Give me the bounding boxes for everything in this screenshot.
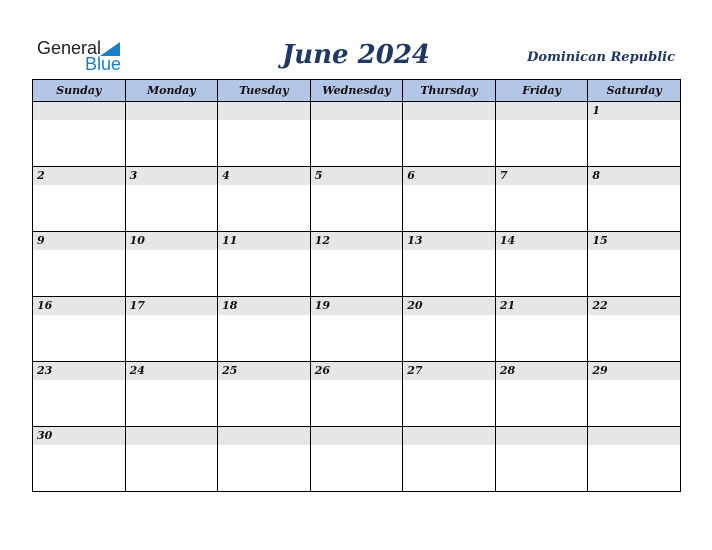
day-number <box>126 427 218 445</box>
day-number <box>311 102 403 120</box>
day-number <box>403 102 495 120</box>
week-row <box>33 297 681 362</box>
day-cell <box>125 232 218 297</box>
day-cell <box>218 167 311 232</box>
day-number <box>311 427 403 445</box>
day-cell <box>218 427 311 492</box>
day-number <box>126 102 218 120</box>
day-cell <box>33 102 126 167</box>
day-number: 12 <box>311 232 403 250</box>
day-number: 11 <box>218 232 310 250</box>
weekday-sunday: Sunday <box>33 80 126 102</box>
weekday-monday: Monday <box>125 80 218 102</box>
weekday-header-row <box>33 80 681 102</box>
day-cell <box>310 232 403 297</box>
day-cell <box>310 297 403 362</box>
day-number: 20 <box>403 297 495 315</box>
day-cell <box>218 297 311 362</box>
day-number <box>496 427 588 445</box>
day-cell <box>33 362 126 427</box>
logo <box>37 40 121 72</box>
week-row <box>33 427 681 492</box>
day-number: 10 <box>126 232 218 250</box>
week-row <box>33 102 681 167</box>
week-row <box>33 232 681 297</box>
day-cell <box>218 232 311 297</box>
day-cell <box>125 167 218 232</box>
day-cell <box>125 297 218 362</box>
day-cell <box>310 167 403 232</box>
day-cell <box>495 362 588 427</box>
day-number: 28 <box>496 362 588 380</box>
day-cell <box>33 232 126 297</box>
day-cell <box>588 362 681 427</box>
day-cell <box>495 427 588 492</box>
day-number: 29 <box>588 362 680 380</box>
day-cell <box>125 362 218 427</box>
day-cell <box>403 102 496 167</box>
day-number: 13 <box>403 232 495 250</box>
day-number: 1 <box>588 102 680 120</box>
calendar-title: June 2024 <box>281 40 431 70</box>
day-cell <box>495 102 588 167</box>
logo-text-general: General <box>37 38 102 58</box>
day-cell <box>33 427 126 492</box>
day-number: 23 <box>33 362 125 380</box>
day-number <box>403 427 495 445</box>
weekday-friday: Friday <box>495 80 588 102</box>
day-cell <box>403 167 496 232</box>
weekday-thursday: Thursday <box>403 80 496 102</box>
weekday-wednesday: Wednesday <box>310 80 403 102</box>
day-cell <box>310 427 403 492</box>
day-number: 18 <box>218 297 310 315</box>
day-number: 19 <box>311 297 403 315</box>
weekday-tuesday: Tuesday <box>218 80 311 102</box>
day-cell <box>588 297 681 362</box>
logo-triangle-icon <box>100 42 120 56</box>
day-cell <box>588 167 681 232</box>
day-number: 15 <box>588 232 680 250</box>
day-number: 4 <box>218 167 310 185</box>
day-cell <box>403 427 496 492</box>
day-number <box>33 102 125 120</box>
day-number: 7 <box>496 167 588 185</box>
day-number: 30 <box>33 427 125 445</box>
day-cell <box>588 102 681 167</box>
week-row <box>33 362 681 427</box>
day-number <box>496 102 588 120</box>
day-number: 22 <box>588 297 680 315</box>
day-cell <box>125 427 218 492</box>
day-cell <box>588 427 681 492</box>
day-cell <box>495 232 588 297</box>
weekday-saturday: Saturday <box>588 80 681 102</box>
day-cell <box>403 297 496 362</box>
day-number: 26 <box>311 362 403 380</box>
day-number: 24 <box>126 362 218 380</box>
day-number <box>218 427 310 445</box>
day-number: 16 <box>33 297 125 315</box>
day-cell <box>310 102 403 167</box>
day-cell <box>403 232 496 297</box>
day-cell <box>218 102 311 167</box>
week-row <box>33 167 681 232</box>
day-cell <box>218 362 311 427</box>
day-number: 9 <box>33 232 125 250</box>
day-number: 5 <box>311 167 403 185</box>
day-cell <box>125 102 218 167</box>
day-number: 17 <box>126 297 218 315</box>
day-number: 8 <box>588 167 680 185</box>
day-number: 21 <box>496 297 588 315</box>
day-cell <box>588 232 681 297</box>
day-cell <box>310 362 403 427</box>
day-number: 14 <box>496 232 588 250</box>
day-number <box>588 427 680 445</box>
calendar-grid <box>32 79 681 492</box>
day-number: 27 <box>403 362 495 380</box>
day-number: 2 <box>33 167 125 185</box>
day-cell <box>495 297 588 362</box>
day-cell <box>403 362 496 427</box>
day-cell <box>495 167 588 232</box>
country-label: Dominican Republic <box>527 50 675 65</box>
day-cell <box>33 297 126 362</box>
day-number: 25 <box>218 362 310 380</box>
day-cell <box>33 167 126 232</box>
day-number: 6 <box>403 167 495 185</box>
day-number: 3 <box>126 167 218 185</box>
day-number <box>218 102 310 120</box>
logo-text-blue: Blue <box>85 54 122 74</box>
